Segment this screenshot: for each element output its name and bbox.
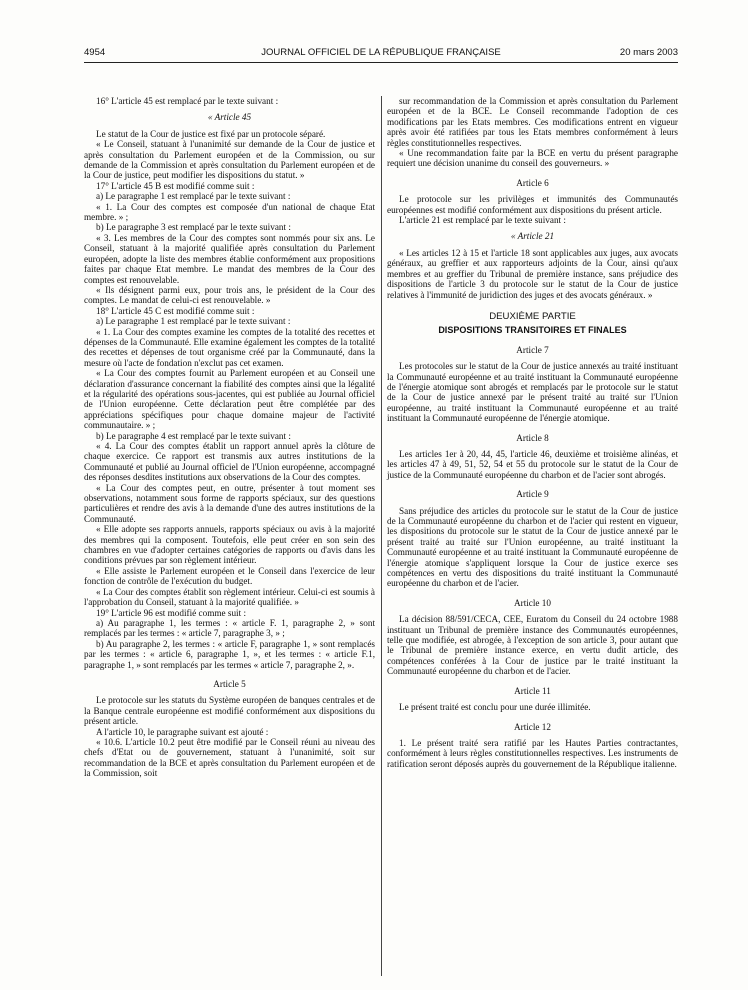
paragraph: 19° L'article 96 est modifié comme suit : <box>96 607 246 618</box>
paragraph: 16° L'article 45 est remplacé par le texte suivant : <box>96 96 279 106</box>
paragraph: L'article 21 est remplacé par le texte suivant : <box>399 215 566 226</box>
paragraph: Le statut de la Cour de justice est fixé par un protocole séparé. <box>96 128 326 139</box>
article-heading: Article 10 <box>514 597 551 608</box>
article-heading: Article 12 <box>514 721 551 732</box>
article-heading: Article 7 <box>516 344 549 355</box>
paragraph: « 10.6. L'article 10.2 peut être modifié par le Conseil réuni au niveau des chefs d'Etat ou de gouvernement, statuant à l'unanimité, soit sur recommandation de la BCE et après consultation du Parlement européen et de la Commission, soit <box>84 736 375 779</box>
left-column <box>84 96 375 779</box>
journal-title: JOURNAL OFFICIEL DE LA RÉPUBLIQUE FRANÇAISE <box>261 47 501 58</box>
header-rule <box>84 62 678 63</box>
paragraph: Le protocole sur les privilèges et immunités des Communautés européennes est modifié conformément aux dispositions du présent article. <box>387 194 678 215</box>
paragraph: b) Au paragraphe 2, les termes : « article F, paragraphe 1, » sont remplacés par les termes : « article 6, paragraphe 1, », et les termes : « article F.1, paragraphe 1, » sont remplacés par les termes « article 7, paragraphe 2, ». <box>84 638 375 670</box>
paragraph: « Le Conseil, statuant à l'unanimité sur demande de la Cour de justice et après consultation du Parlement européen et de la Commission, ou sur demande de la Commission et après consultation du Parlement européen et de la Cour de justice, peut modifier les dispositions du statut. » <box>84 139 375 181</box>
article-title: « Article 21 <box>510 231 555 242</box>
paragraph: a) Le paragraphe 1 est remplacé par le texte suivant : <box>96 316 291 327</box>
paragraph: « La Cour des comptes établit son règlement intérieur. Celui-ci est soumis à l'approbation du Conseil, statuant à la majorité qualifiée. » <box>84 586 375 608</box>
paragraph: 17° L'article 45 B est modifié comme suit : <box>96 180 255 191</box>
article-heading: Article 6 <box>516 177 549 188</box>
paragraph: « Une recommandation faite par la BCE en vertu du présent paragraphe requiert une décision unanime du conseil des gouverneurs. » <box>387 148 678 169</box>
article-heading: Article 9 <box>516 489 549 500</box>
running-header <box>84 47 678 61</box>
paragraph: 18° L'article 45 C est modifié comme suit : <box>96 305 255 316</box>
paragraph: A l'article 10, le paragraphe suivant est ajouté : <box>96 726 269 737</box>
paragraph: « Elle assiste le Parlement européen et le Conseil dans l'exercice de leur fonction de contrôle de l'exécution du budget. <box>84 565 375 587</box>
paragraph: « 3. Les membres de la Cour des comptes sont nommés pour six ans. Le Conseil, statuant à la majorité qualifiée après consultation du Parlement européen, adopte la liste des membres établie conformément aux propositions faites par chaque Etat membre. Le mandat des membres de la Cour des comptes est renouvelable. <box>84 232 375 285</box>
right-column <box>387 96 678 769</box>
paragraph: Les protocoles sur le statut de la Cour de justice annexés au traité instituant la Communauté européenne et au traité instituant la Communauté européenne de l'énergie atomique sont abrogés et remplacés par le protocole sur le statut de la Cour de justice annexé par le présent traité au traité sur l'Union européenne, au traité instituant la Communauté européenne et au traité instituant la Communauté européenne de l'énergie atomique. <box>387 361 678 424</box>
paragraph: « Les articles 12 à 15 et l'article 18 sont applicables aux juges, aux avocats généraux, au greffier et aux rapporteurs adjoints de la Cour, ainsi qu'aux membres et au greffier du Tribunal de première instance, sans préjudice des dispositions de l'article 3 du protocole sur le statut de la Cour de justice relatives à l'immunité de juridiction des juges et des avocats généraux. » <box>387 247 678 300</box>
paragraph: a) Le paragraphe 1 est remplacé par le texte suivant : <box>96 191 291 202</box>
paragraph: Le présent traité est conclu pour une durée illimitée. <box>399 702 591 713</box>
paragraph: La décision 88/591/CECA, CEE, Euratom du Conseil du 24 octobre 1988 instituant un Tribunal de première instance des Communautés européennes, telle que modifiée, est abrogée, à l'exception de son article 3, pour autant que le Tribunal de première instance exerce, en vertu dudit article, des compétences conférées à la Cour de justice par le traité instituant la Communauté européenne du charbon et de l'acier. <box>387 614 678 677</box>
paragraph: 1. Le présent traité sera ratifié par les Hautes Parties contractantes, conformément à leurs règles constitutionnelles respectives. Les instruments de ratification seront déposés auprès du gouvernement de la République italienne. <box>387 737 678 769</box>
paragraph: « 1. La Cour des comptes est composée d'un national de chaque Etat membre. » ; <box>84 201 375 223</box>
paragraph: Le protocole sur les statuts du Système européen de banques centrales et de la Banque centrale européenne est modifié conformément aux dispositions du présent article. <box>84 695 375 727</box>
paragraph: « 4. La Cour des comptes établit un rapport annuel après la clôture de chaque exercice. Ce rapport est transmis aux autres institutions de la Communauté et publié au Journal officiel de l'Union européenne, accompagné des réponses desdites institutions aux observations de la Cour des comptes. <box>84 441 375 483</box>
paragraph: « La Cour des comptes peut, en outre, présenter à tout moment ses observations, notamment sous forme de rapports spéciaux, sur des questions particulières et rendre des avis à la demande d'une des autres institutions de la Communauté. <box>84 482 375 524</box>
issue-date: 20 mars 2003 <box>619 47 678 58</box>
paragraph: Sans préjudice des articles du protocole sur le statut de la Cour de justice de la Communauté européenne du charbon et de l'acier qui restent en vigueur, les dispositions du protocole sur le statut de la Cour de justice annexé par le présent traité au traité sur l'Union européenne, au traité instituant la Communauté européenne et au traité instituant la Communauté européenne de l'énergie atomique s'appliquent lorsque la Cour de justice exerce ses compétences en vertu des dispositions du traité instituant la Communauté européenne du charbon et de l'acier. <box>387 505 678 589</box>
paragraph: « La Cour des comptes fournit au Parlement européen et au Conseil une déclaration d'assurance concernant la fiabilité des comptes ainsi que la légalité et la régularité des opérations sous-jacentes, qui est publiée au Journal officiel de l'Union européenne. Cette déclaration peut être complétée par des appréciations spécifiques pour chaque domaine majeur de l'activité communautaire. » ; <box>84 368 375 431</box>
paragraph: « Ils désignent parmi eux, pour trois ans, le président de la Cour des comptes. Le mandat de celui-ci est renouvelable. » <box>84 284 375 306</box>
paragraph: « 1. La Cour des comptes examine les comptes de la totalité des recettes et dépenses de la Communauté. Elle examine également les comptes de la totalité des recettes et dépenses de tout organisme créé par la Communauté, dans la mesure où l'acte de fondation n'exclut pas cet examen. <box>84 326 375 368</box>
paragraph: « Elle adopte ses rapports annuels, rapports spéciaux ou avis à la majorité des membres qui la composent. Toutefois, elle peut créer en son sein des chambres en vue d'adopter certaines catégories de rapports ou d'avis dans les conditions prévues par son règlement intérieur. <box>84 524 375 566</box>
paragraph: a) Au paragraphe 1, les termes : « article F. 1, paragraphe 2, » sont remplacés par les termes : « article 7, paragraphe 3, » ; <box>84 617 375 639</box>
page-number: 4954 <box>84 47 106 58</box>
column-divider <box>381 96 382 976</box>
article-heading: Article 5 <box>213 678 246 689</box>
paragraph: Les articles 1er à 20, 44, 45, l'article 46, deuxième et troisième alinéas, et les articles 47 à 49, 51, 52, 54 et 55 du protocole sur le statut de la Cour de justice de la Communauté européenne du charbon et de l'acier sont abrogés. <box>387 448 678 480</box>
article-title: « Article 45 <box>207 112 252 123</box>
paragraph: b) Le paragraphe 3 est remplacé par le texte suivant : <box>96 222 291 233</box>
paragraph: b) Le paragraphe 4 est remplacé par le texte suivant : <box>96 430 291 441</box>
article-heading: Article 8 <box>516 432 549 443</box>
part-subheading: DISPOSITIONS TRANSITOIRES ET FINALES <box>438 325 627 336</box>
paragraph: sur recommandation de la Commission et après consultation du Parlement européen et de la BCE. Le Conseil recommande l'adoption de ces modifications par les Etats membres. Ces modifications entrent en vigueur après avoir été ratifiées par tous les Etats membres conformément à leurs règles constitutionnelles respectives. <box>387 96 678 148</box>
part-heading: DEUXIÈME PARTIE <box>489 310 576 322</box>
article-heading: Article 11 <box>514 685 551 696</box>
